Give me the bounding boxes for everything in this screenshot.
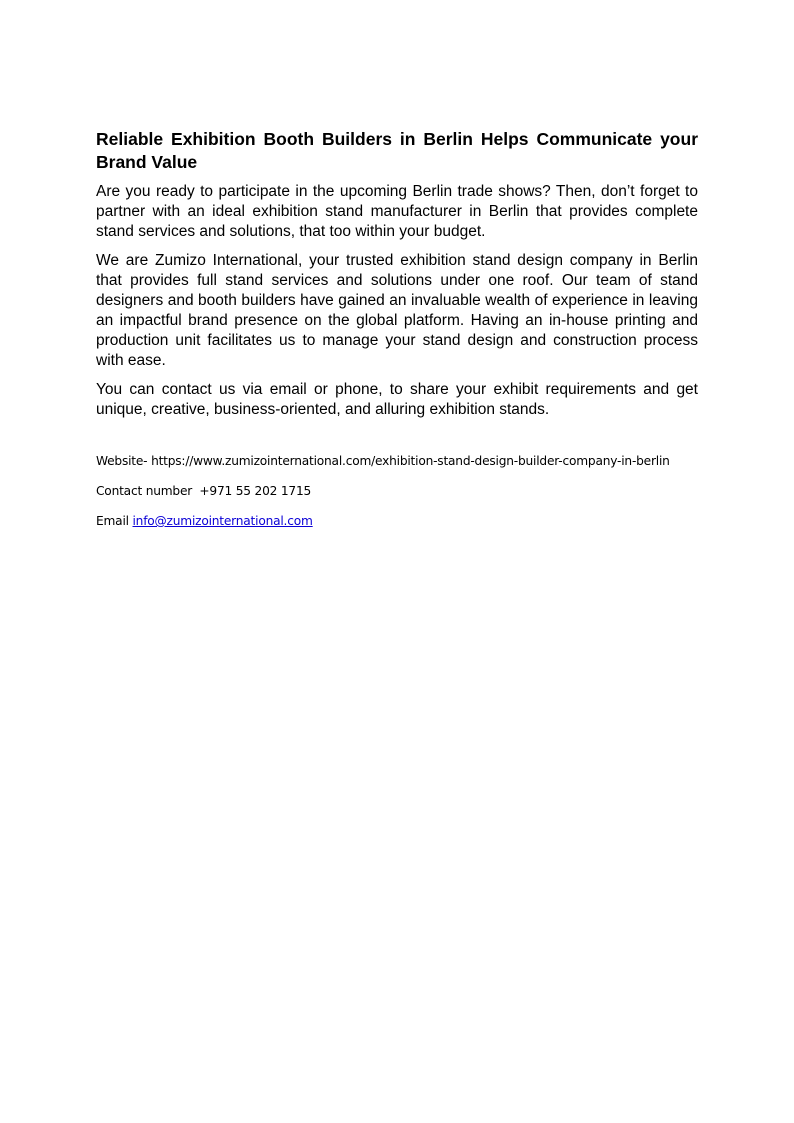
paragraph-contact-invite: You can contact us via email or phone, to share your exhibit requirements and get unique, creative, business-oriented, and alluring exhibition stands. [96, 381, 698, 418]
email-line [96, 513, 698, 529]
document-title: Reliable Exhibition Booth Builders in Berlin Helps Communicate your Brand Value [96, 129, 698, 172]
email-label: Email [96, 514, 133, 528]
email-link[interactable]: info@zumizointernational.com [132, 514, 313, 528]
phone-label: Contact number [96, 484, 200, 498]
website-url: https://www.zumizointernational.com/exhibition-stand-design-builder-company-in-berlin [151, 454, 670, 468]
document-page [96, 128, 698, 543]
website-line [96, 453, 698, 469]
paragraph-intro: Are you ready to participate in the upcoming Berlin trade shows? Then, don’t forget to partner with an ideal exhibition stand manufacturer in Berlin that provides complete stand services and solutions, that too within your budget. [96, 183, 698, 240]
phone-value: +971 55 202 1715 [199, 484, 312, 498]
website-label: Website- [96, 454, 152, 468]
contact-block [96, 453, 698, 529]
phone-line [96, 483, 698, 499]
paragraph-about: We are Zumizo International, your trusted exhibition stand design company in Berlin that provides full stand services and solutions under one roof. Our team of stand designers and booth builders have gained an invaluable wealth of experience in leaving an impactful brand presence on the global platform. Having an in-house printing and production unit facilitates us to manage your stand design and construction process with ease. [96, 252, 698, 369]
